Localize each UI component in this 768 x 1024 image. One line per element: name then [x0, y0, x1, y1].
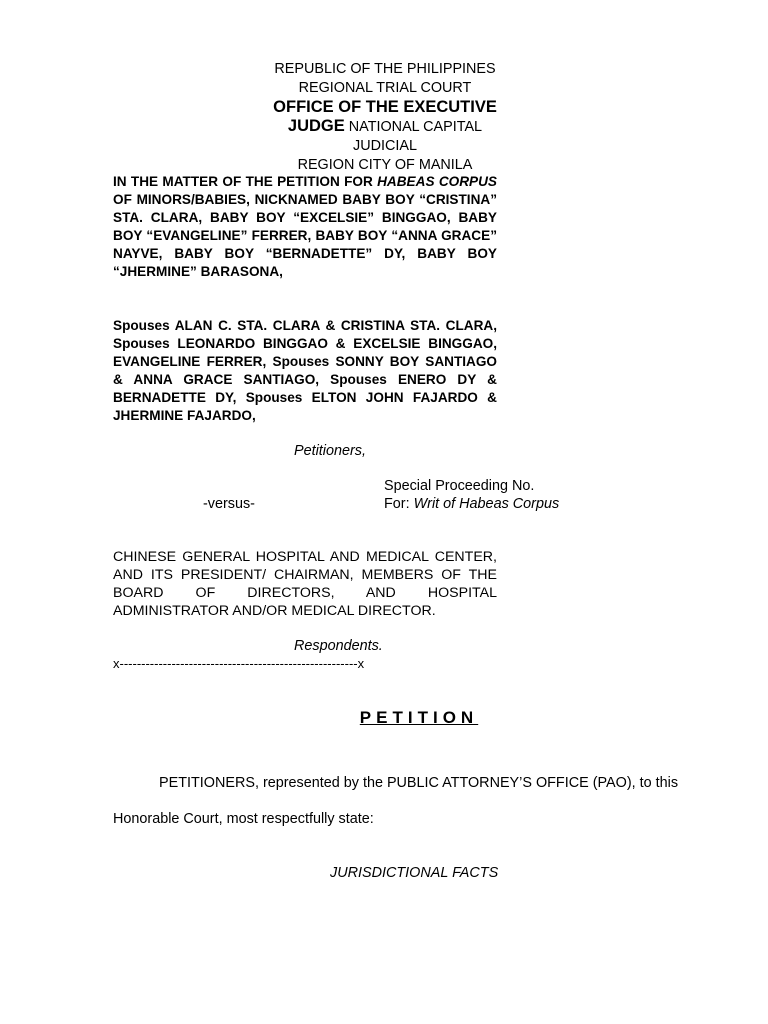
header-judge: JUDGE [287, 117, 345, 135]
petitioners-label: Petitioners, [294, 443, 366, 459]
header-region-b: REGION CITY OF MANILA [297, 157, 473, 173]
special-proceeding-label: Special Proceeding No. [384, 478, 535, 494]
respondents-label: Respondents. [294, 638, 383, 654]
versus-label: -versus- [203, 496, 255, 512]
matter-intro: IN THE MATTER OF THE PETITION FOR [113, 174, 378, 189]
header-republic: REPUBLIC OF THE PHILIPPINES [274, 61, 496, 77]
matter-habeas-corpus: HABEAS CORPUS [377, 174, 497, 189]
matter-rest: OF MINORS/BABIES, NICKNAMED BABY BOY “CRISTINA” STA. CLARA, BABY BOY “EXCELSIE” BINGGAO, BABY BOY “EVANGELINE” FERRER, BABY BOY “ANNA GRACE” NAYVE, BABY BOY “BERNADETTE” DY, BABY BOY “JHERMINE” BARASONA, [113, 192, 497, 279]
petitioners-list: Spouses ALAN C. STA. CLARA & CRISTINA STA. CLARA, Spouses LEONARDO BINGGAO & EXCELSIE BINGGAO, EVANGELINE FERRER, Spouses SONNY BOY SANTIAGO & ANNA GRACE SANTIAGO, Spouses ENERO DY & BERNADETTE DY, Spouses ELTON JOHN FAJARDO & JHERMINE FAJARDO, [113, 318, 497, 423]
section-heading: JURISDICTIONAL FACTS [330, 865, 499, 881]
for-label: For: [384, 496, 414, 512]
intro-paragraph-line-2: Honorable Court, most respectfully state: [113, 811, 374, 827]
header-office: OFFICE OF THE EXECUTIVE [273, 98, 497, 116]
petition-title: PETITION [359, 708, 479, 727]
header-region-a: NATIONAL CAPITAL JUDICIAL [344, 119, 483, 154]
matter-caption [113, 173, 497, 281]
respondents-list: CHINESE GENERAL HOSPITAL AND MEDICAL CENTER, AND ITS PRESIDENT/ CHAIRMAN, MEMBERS OF THE BOARD OF DIRECTORS, AND HOSPITAL ADMINISTRATOR AND/OR MEDICAL DIRECTOR. [113, 549, 497, 619]
writ-line [384, 495, 559, 513]
caption-divider: x-------------------------------------------------------x [113, 656, 365, 671]
court-header [260, 60, 510, 175]
intro-paragraph-line-1: PETITIONERS, represented by the PUBLIC ATTORNEY’S OFFICE (PAO), to this [159, 775, 679, 791]
writ-value: Writ of Habeas Corpus [413, 496, 560, 512]
header-judge-line [260, 117, 510, 156]
header-regional-trial-court: REGIONAL TRIAL COURT [298, 80, 472, 96]
